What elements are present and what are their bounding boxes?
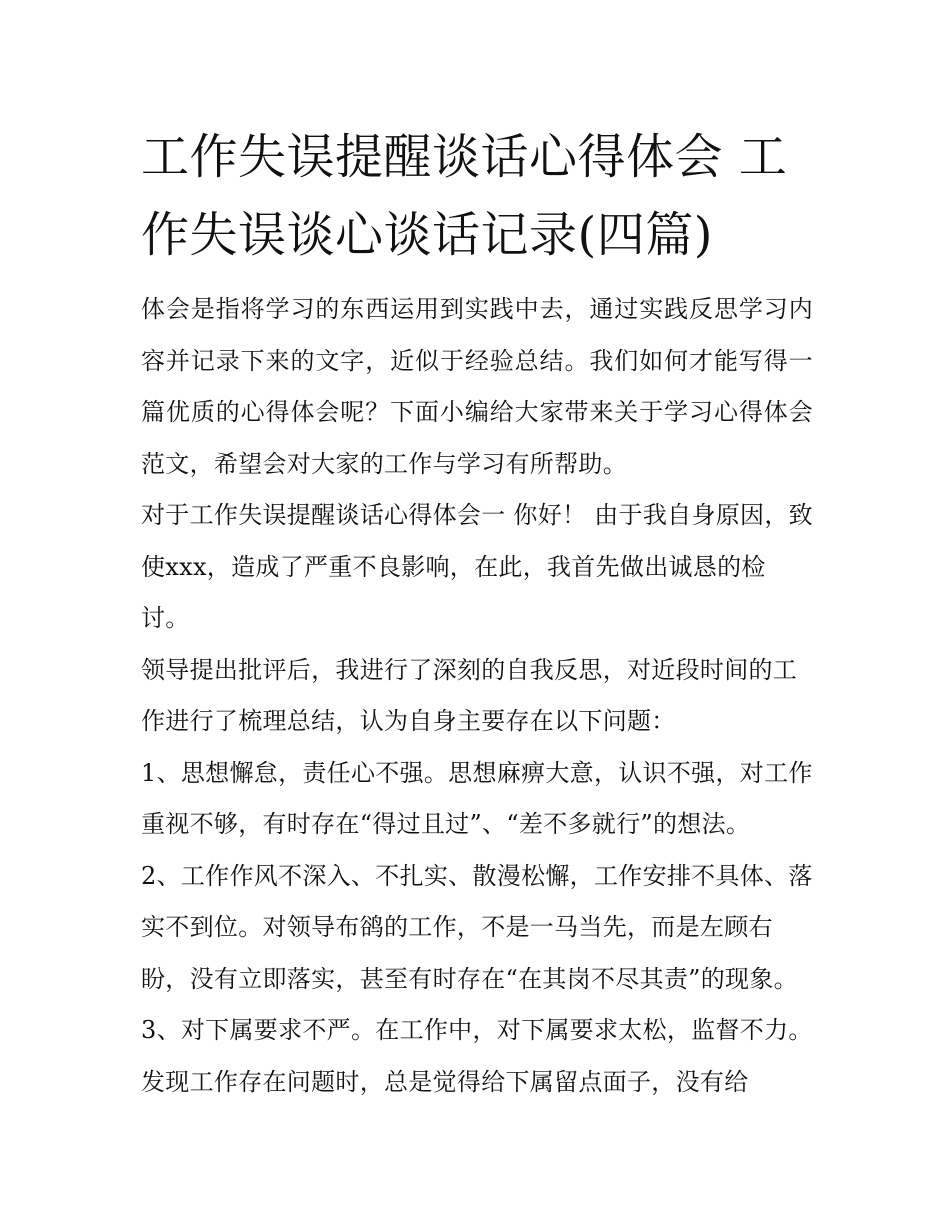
paragraph-issue-1: 1、思想懈怠，责任心不强。思想麻痹大意，认识不强，对工作重视不够，有时存在“得过且过”、“差不多就行”的想法。 xyxy=(141,758,813,838)
intro-paragraph: 体会是指将学习的东西运用到实践中去，通过实践反思学习内容并记录下来的文字，近似于经验总结。我们如何才能写得一篇优质的心得体会呢？下面小编给大家带来关于学习心得体会范文，希望会对大家的工作与学习有所帮助。 xyxy=(141,295,813,478)
paragraph-issue-3: 3、对下属要求不严。在工作中，对下属要求太松，监督不力。发现工作存在问题时，总是觉得给下属留点面子，没有给 xyxy=(141,1016,813,1096)
document-title: 工作失误提醒谈话心得体会 工作失误谈心谈话记录(四篇) xyxy=(141,129,788,263)
paragraph-issue-2: 2、工作作风不深入、不扎实、散漫松懈，工作安排不具体、落实不到位。对领导布鹆的工作，不是一马当先，而是左顾右盼，没有立即落实，甚至有时存在“在其岗不尽其责”的现象。 xyxy=(141,861,813,993)
paragraph-reflection: 领导提出批评后，我进行了深刻的自我反思，对近段时间的工作进行了梳理总结，认为自身主要存在以下问题： xyxy=(141,655,798,735)
document-body xyxy=(141,118,813,1108)
paragraph-greeting: 对于工作失误提醒谈话心得体会一 你好！ 由于我自身原因，致使xxx，造成了严重不良影响，在此，我首先做出诚恳的检讨。 xyxy=(141,501,813,632)
